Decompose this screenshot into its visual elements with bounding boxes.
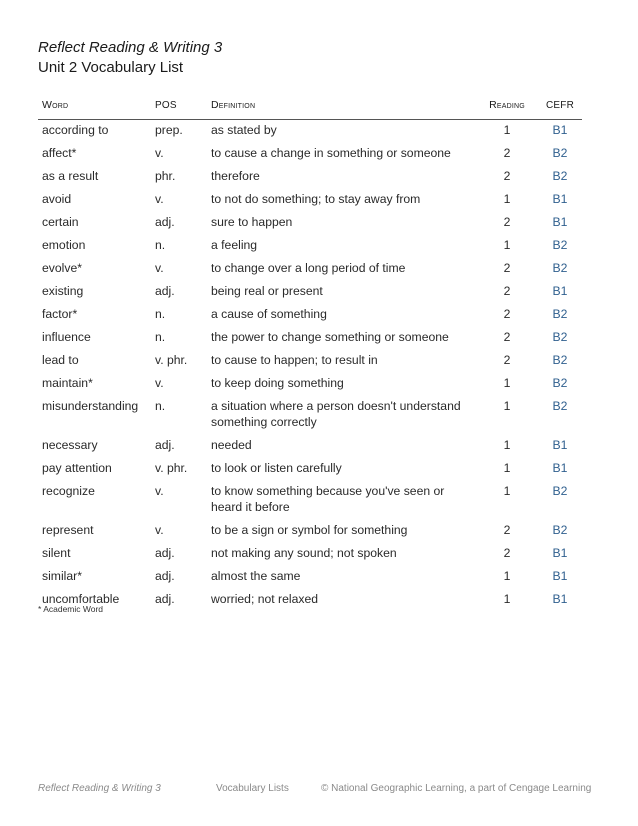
cell-pos: v. phr. — [155, 353, 188, 367]
cell-reading: 2 — [503, 546, 511, 560]
cell-cefr: B1 — [552, 438, 568, 452]
cell-cefr: B1 — [552, 123, 568, 137]
cell-pos: adj. — [155, 284, 175, 298]
footer-book-title: Reflect Reading & Writing 3 — [38, 783, 161, 794]
cell-reading: 2 — [503, 353, 511, 367]
cell-definition: to not do something; to stay away from — [211, 192, 421, 206]
cell-word: evolve* — [42, 261, 82, 275]
table-row — [38, 481, 582, 520]
cell-word: uncomfortable — [42, 592, 120, 606]
cell-pos: phr. — [155, 169, 176, 183]
cell-word: pay attention — [42, 461, 112, 475]
cell-word: silent — [42, 546, 71, 560]
cell-reading: 2 — [503, 284, 511, 298]
cell-word: according to — [42, 123, 109, 137]
book-title: Reflect Reading & Writing 3 — [38, 39, 223, 56]
cell-reading: 2 — [503, 146, 511, 160]
cell-pos: v. — [155, 523, 164, 537]
table-row — [38, 589, 582, 612]
cell-cefr: B2 — [552, 376, 568, 390]
cell-word: represent — [42, 523, 94, 537]
table-row — [38, 258, 582, 281]
cell-pos: v. — [155, 376, 164, 390]
table-row — [38, 235, 582, 258]
cell-cefr: B1 — [552, 592, 568, 606]
cell-pos: adj. — [155, 569, 175, 583]
cell-word: lead to — [42, 353, 79, 367]
table-row — [38, 304, 582, 327]
cell-definition: almost the same — [211, 569, 301, 583]
cell-pos: v. phr. — [155, 461, 188, 475]
cell-reading: 2 — [503, 169, 511, 183]
cell-pos: adj. — [155, 438, 175, 452]
list-title: Unit 2 Vocabulary List — [38, 59, 184, 76]
cell-pos: v. — [155, 146, 164, 160]
cell-reading: 1 — [503, 123, 511, 137]
column-header-cefr: CEFR — [538, 99, 582, 120]
cell-reading: 1 — [503, 376, 511, 390]
cell-reading: 1 — [503, 438, 511, 452]
table-row — [38, 281, 582, 304]
cell-word: factor* — [42, 307, 78, 321]
table-row — [38, 143, 582, 166]
cell-definition: to change over a long period of time — [211, 261, 406, 275]
column-header-definition: Definition — [207, 99, 476, 120]
table-row — [38, 120, 582, 144]
cell-definition: worried; not relaxed — [211, 592, 319, 606]
cell-definition: to look or listen carefully — [211, 461, 342, 475]
cell-word: certain — [42, 215, 79, 229]
cell-definition: to be a sign or symbol for something — [211, 523, 408, 537]
table-row — [38, 212, 582, 235]
cell-pos: v. — [155, 192, 164, 206]
cell-cefr: B1 — [552, 546, 568, 560]
cell-word: influence — [42, 330, 91, 344]
cell-definition: to know something because you've seen or heard it before — [211, 484, 445, 514]
cell-reading: 1 — [503, 569, 511, 583]
cell-definition: therefore — [211, 169, 260, 183]
cell-pos: n. — [155, 238, 166, 252]
cell-definition: to cause to happen; to result in — [211, 353, 378, 367]
table-row — [38, 189, 582, 212]
cell-pos: n. — [155, 307, 166, 321]
cell-reading: 1 — [503, 461, 511, 475]
cell-cefr: B2 — [552, 484, 568, 498]
cell-word: maintain* — [42, 376, 93, 390]
column-header-word: Word — [38, 99, 151, 120]
cell-reading: 2 — [503, 307, 511, 321]
cell-reading: 1 — [503, 192, 511, 206]
cell-cefr: B1 — [552, 569, 568, 583]
cell-word: as a result — [42, 169, 99, 183]
cell-pos: n. — [155, 330, 166, 344]
cell-definition: a feeling — [211, 238, 258, 252]
cell-reading: 2 — [503, 215, 511, 229]
column-header-pos: POS — [151, 99, 207, 120]
cell-reading: 2 — [503, 523, 511, 537]
cell-cefr: B1 — [552, 215, 568, 229]
table-row — [38, 566, 582, 589]
table-row — [38, 166, 582, 189]
cell-reading: 1 — [503, 484, 511, 498]
cell-cefr: B2 — [552, 353, 568, 367]
cell-definition: needed — [211, 438, 252, 452]
page-footer — [38, 783, 608, 797]
cell-pos: v. — [155, 261, 164, 275]
cell-pos: prep. — [155, 123, 183, 137]
cell-cefr: B2 — [552, 330, 568, 344]
vocabulary-table — [38, 99, 582, 612]
cell-word: emotion — [42, 238, 86, 252]
cell-cefr: B1 — [552, 192, 568, 206]
cell-cefr: B2 — [552, 169, 568, 183]
column-header-reading: Reading — [476, 99, 538, 120]
table-row — [38, 373, 582, 396]
cell-definition: sure to happen — [211, 215, 293, 229]
table-row — [38, 458, 582, 481]
cell-cefr: B2 — [552, 146, 568, 160]
cell-word: misunderstanding — [42, 399, 139, 413]
table-row — [38, 435, 582, 458]
table-row — [38, 543, 582, 566]
cell-word: existing — [42, 284, 84, 298]
cell-word: recognize — [42, 484, 95, 498]
cell-word: avoid — [42, 192, 72, 206]
cell-reading: 1 — [503, 399, 511, 413]
cell-word: necessary — [42, 438, 98, 452]
cell-word: similar* — [42, 569, 82, 583]
cell-cefr: B2 — [552, 261, 568, 275]
table-header — [38, 99, 582, 120]
table-row — [38, 520, 582, 543]
cell-cefr: B1 — [552, 461, 568, 475]
cell-pos: adj. — [155, 592, 175, 606]
footer-copyright: © National Geographic Learning, a part of Cengage Learning — [321, 783, 592, 794]
cell-pos: adj. — [155, 546, 175, 560]
table-body — [38, 120, 582, 613]
cell-definition: to cause a change in something or someone — [211, 146, 451, 160]
cell-pos: v. — [155, 484, 164, 498]
cell-definition: a situation where a person doesn't understand something correctly — [211, 399, 461, 429]
cell-cefr: B2 — [552, 238, 568, 252]
footnote: * Academic Word — [38, 604, 104, 614]
cell-word: affect* — [42, 146, 77, 160]
cell-definition: as stated by — [211, 123, 277, 137]
footer-section: Vocabulary Lists — [216, 783, 289, 794]
table-row — [38, 396, 582, 435]
header-row — [38, 99, 582, 120]
table-row — [38, 327, 582, 350]
table-row — [38, 350, 582, 373]
cell-cefr: B2 — [552, 523, 568, 537]
cell-reading: 2 — [503, 330, 511, 344]
cell-cefr: B2 — [552, 307, 568, 321]
cell-pos: n. — [155, 399, 166, 413]
cell-reading: 1 — [503, 238, 511, 252]
cell-reading: 1 — [503, 592, 511, 606]
cell-definition: the power to change something or someone — [211, 330, 449, 344]
cell-cefr: B1 — [552, 284, 568, 298]
cell-pos: adj. — [155, 215, 175, 229]
cell-cefr: B2 — [552, 399, 568, 413]
cell-reading: 2 — [503, 261, 511, 275]
cell-definition: to keep doing something — [211, 376, 344, 390]
cell-definition: not making any sound; not spoken — [211, 546, 397, 560]
cell-definition: a cause of something — [211, 307, 327, 321]
cell-definition: being real or present — [211, 284, 323, 298]
